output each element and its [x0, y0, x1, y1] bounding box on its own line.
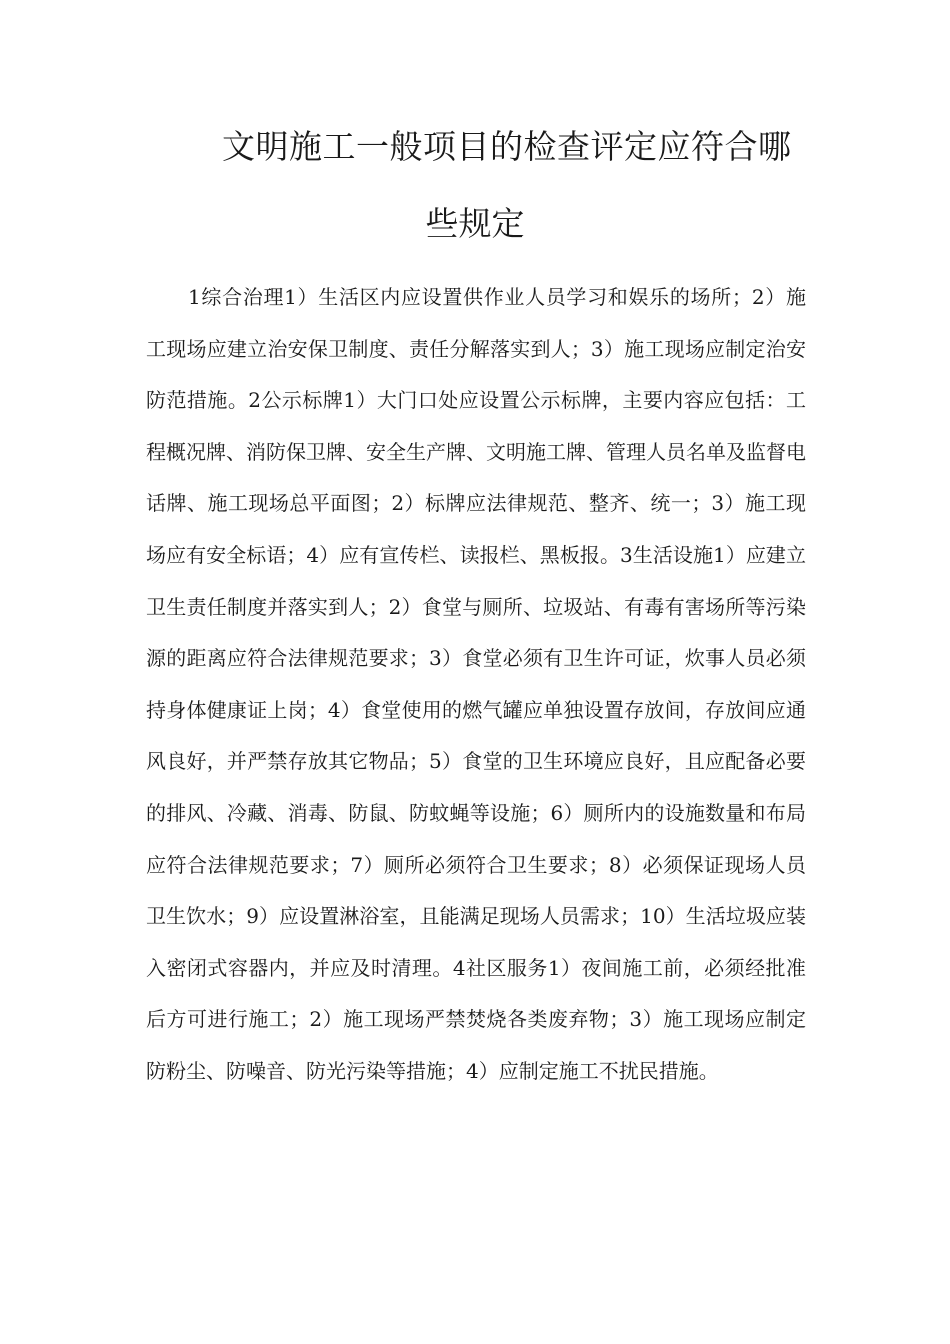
document-body-paragraph: 1综合治理1）生活区内应设置供作业人员学习和娱乐的场所；2）施工现场应建立治安保卫制度、责任分解落实到人；3）施工现场应制定治安防范措施。2公示标牌1）大门口处应设置公示标牌，主要内容应包括：工程概况牌、消防保卫牌、安全生产牌、文明施工牌、管理人员名单及监督电话牌、施工现场总平面图；2）标牌应法律规范、整齐、统一；3）施工现场应有安全标语；4）应有宣传栏、读报栏、黑板报。3生活设施1）应建立卫生责任制度并落实到人；2）食堂与厕所、垃圾站、有毒有害场所等污染源的距离应符合法律规范要求；3）食堂必须有卫生许可证，炊事人员必须持身体健康证上岗；4）食堂使用的燃气罐应单独设置存放间，存放间应通风良好，并严禁存放其它物品；5）食堂的卫生环境应良好，且应配备必要的排风、冷藏、消毒、防鼠、防蚊蝇等设施；6）厕所内的设施数量和布局应符合法律规范要求；7）厕所必须符合卫生要求；8）必须保证现场人员卫生饮水；9）应设置淋浴室，且能满足现场人员需求；10）生活垃圾应装入密闭式容器内，并应及时清理。4社区服务1）夜间施工前，必须经批准后方可进行施工；2）施工现场严禁焚烧各类废弃物；3）施工现场应制定防粉尘、防噪音、防光污染等措施；4）应制定施工不扰民措施。 [146, 285, 806, 1083]
document-title-line-1: 文明施工一般项目的检查评定应符合哪 [222, 127, 792, 166]
document-title-line-2: 些规定 [425, 204, 525, 243]
